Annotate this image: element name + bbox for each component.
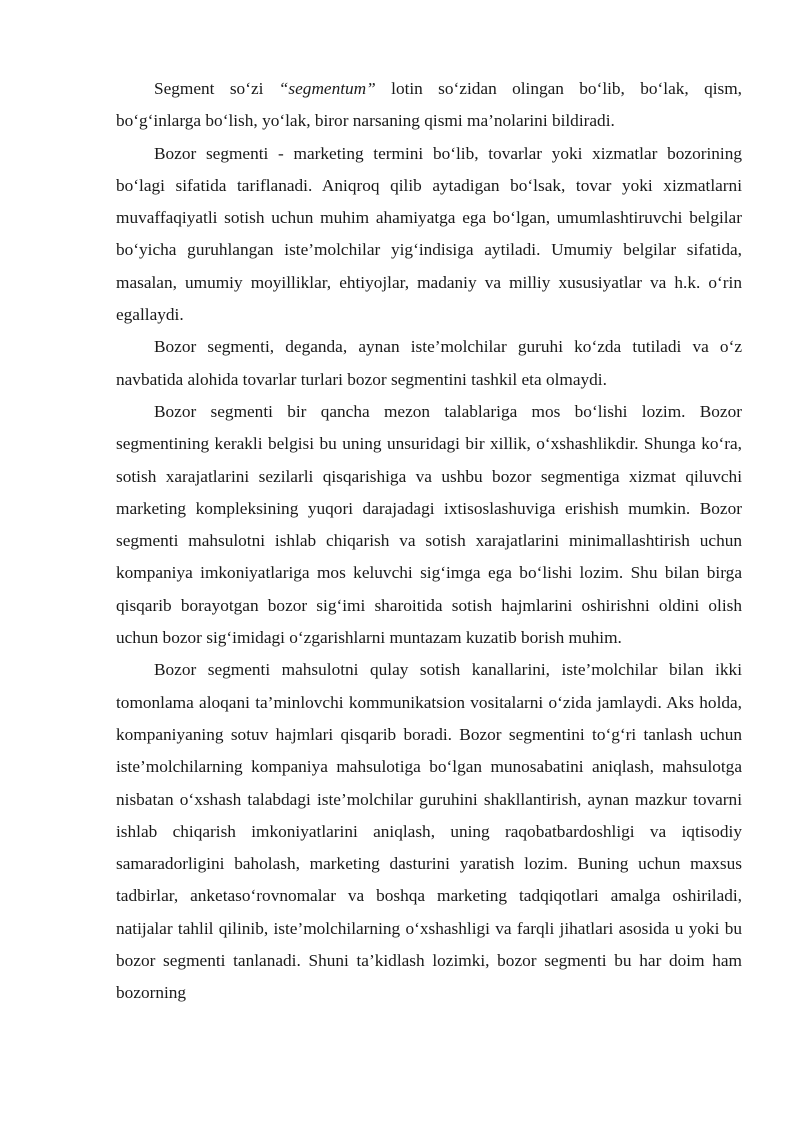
paragraph-market-segment-term: Bozor segmenti - marketing termini bo‘lib, tovarlar yoki xizmatlar bozorining bo‘lagi sifatida tariflanadi. Aniqroq qilib aytadigan bo‘lsak, tovar yoki xizmatlarni muvaffaqiyatli sotish uchun muhim ahamiyatga ega bo‘lgan, umumlashtiruvchi belgilar bo‘yicha guruhlangan iste’molchilar yig‘indisiga aytiladi. Umumiy belgilar sifatida, masalan, umumiy moyilliklar, ehtiyojlar, madaniy va milliy xususiyatlar va h.k. o‘rin egallaydi.	[116, 143, 742, 325]
paragraph-segment-definition	[116, 73, 742, 138]
segmentum-term: “segmentum”	[278, 79, 376, 98]
paragraph-sales-channels: Bozor segmenti mahsulotni qulay sotish kanallarini, iste’molchilar bilan ikki tomonlama aloqani ta’minlovchi kommunikatsion vositalarni o‘zida jamlaydi. Aks holda, kompaniyaning sotuv hajmlari qisqarib boradi. Bozor segmentini to‘g‘ri tanlash uchun iste’molchilarning kompaniya mahsulotiga bo‘lgan munosabatini aniqlash, mahsulotga nisbatan o‘xshash talabdagi iste’molchilar guruhini shakllantirish, aynan mazkur tovarni ishlab chiqarish imkoniyatlarini aniqlash, uning raqobatbardoshligi va iqtisodiy samaradorligini baholash, marketing dasturini yaratish lozim. Buning uchun maxsus tadbirlar, anketaso‘rovnomalar va boshqa marketing tadqiqotlari amalga oshiriladi, natijalar tahlil qilinib, iste’molchilarning o‘xshashligi va farqli jihatlari asosida u yoki bu bozor segmenti tanlanadi. Shuni ta’kidlash lozimki, bozor segmenti bu har doim ham bozorning	[116, 660, 742, 1003]
paragraph-consumer-group: Bozor segmenti, deganda, aynan iste’molchilar guruhi ko‘zda tutiladi va o‘z navbatida alohida tovarlar turlari bozor segmentini tashkil eta olmaydi.	[116, 337, 742, 389]
paragraph-segment-criteria: Bozor segmenti bir qancha mezon talablariga mos bo‘lishi lozim. Bozor segmentining kerakli belgisi bu uning unsuridagi bir xillik, o‘xshashlikdir. Shunga ko‘ra, sotish xarajatlarini sezilarli qisqarishiga va ushbu bozor segmentiga xizmat qiluvchi marketing kompleksining yuqori darajadagi ixtisoslashuviga erishish mumkin. Bozor segmenti mahsulotni ishlab chiqarish va sotish xarajatlarini minimallashtirish uchun kompaniya imkoniyatlariga mos keluvchi sig‘imga ega bo‘lishi lozim. Shu bilan birga qisqarib borayotgan bozor sig‘imi sharoitida sotish hajmlarini oshirishni oldini olish uchun bozor sig‘imidagi o‘zgarishlarni muntazam kuzatib borish muhim.	[116, 401, 742, 648]
paragraph-1-rest: lotin so‘zidan olingan bo‘lib, bo‘lak, qism, bo‘g‘inlarga bo‘lish, yo‘lak, biror narsaning qismi ma’nolarini bildiradi.	[116, 79, 742, 131]
paragraph-1-lead: Segment so‘zi	[154, 79, 279, 98]
document-page	[116, 73, 742, 1010]
